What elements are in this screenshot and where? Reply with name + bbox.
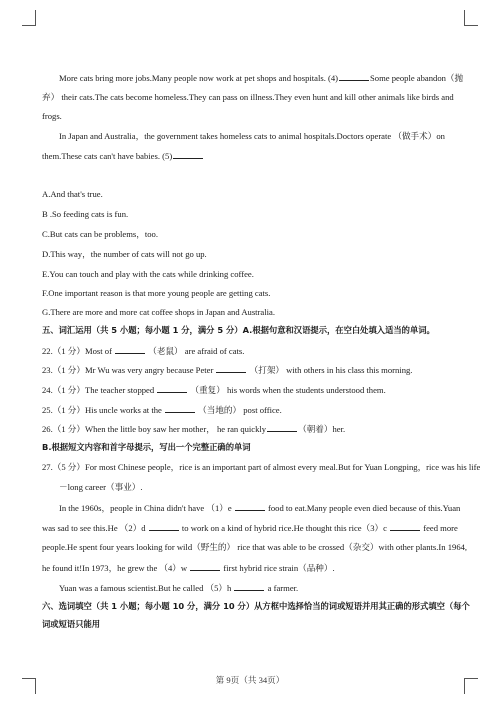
para1-line1: More cats bring more jobs.Many people now work at pet shops and hospitals. (4) Some people abandon（抛 [59,73,464,83]
crop-mark-top-left-h [22,25,36,26]
question-27-line4: was sad to see this.He （2）d to work on a kind of hybrid rice.He thought this rice（3）c feed more [42,523,458,533]
answer-blank-5[interactable] [173,150,203,159]
para1-line3: frogs. [42,111,62,121]
question-24: 24.（1 分）The teacher stopped （重复） his words when the students understood them. [42,385,386,395]
section6-heading-line1: 六、选词填空（共 1 小题；每小题 10 分，满分 10 分）从方框中选择恰当的词或短语并用其正确的形式填空（每个 [42,601,470,611]
answer-blank-25[interactable] [165,404,195,413]
para2-line2: them.These cats can't have babies. (5) [42,150,204,162]
section6-heading-line2: 词或短语只能用 [42,619,101,629]
answer-blank-24[interactable] [157,384,187,393]
para2-line1: In Japan and Australia，the government takes homeless cats to animal hospitals.Doctors operate （做手术）on [59,131,445,141]
crop-mark-top-left-v [35,10,36,26]
page-number-footer: 第 9页（共 34页） [215,675,285,685]
question-22: 22.（1 分）Most of （老鼠） are afraid of cats. [42,346,245,356]
option-g: G.There are more and more cat coffee shops in Japan and Australia. [42,307,275,317]
option-d: D.This way，the number of cats will not go up. [42,249,207,259]
question-26: 26.（1 分）When the little boy saw her mother， he ran quickly （朝着）her. [42,424,346,434]
section5-heading: 五、词汇运用（共 5 小题；每小题 1 分，满分 5 分）A.根据句意和汉语提示，在空白处填入适当的单词。 [42,325,435,335]
answer-blank-27-2[interactable] [149,522,179,531]
option-e: E.You can touch and play with the cats while drinking coffee. [42,269,254,279]
para1-line2: 弃） their cats.The cats become homeless.They can pass on illness.They even hunt and kill other animals like birds and [42,92,454,102]
crop-mark-top-right-v [464,10,465,26]
answer-blank-27-5[interactable] [234,582,264,591]
option-f: F.One important reason is that more young people are getting cats. [42,288,271,298]
question-27-line7: Yuan was a famous scientist.But he called （5）h a farmer. [59,583,299,593]
question-27-line3: In the 1960s，people in China didn't have （1）e food to eat.Many people even died because of this.Yuan [59,503,461,513]
answer-blank-27-1[interactable] [235,502,265,511]
question-25: 25.（1 分）His uncle works at the （当地的） post office. [42,405,282,415]
question-27-line2: －long career（事业）. [59,482,143,492]
option-c: C.But cats can be problems，too. [42,229,158,239]
question-23: 23.（1 分）Mr Wu was very angry because Peter （打架） with others in his class this morning. [42,365,413,375]
answer-blank-27-4[interactable] [190,562,220,571]
question-27-line1: 27.（5 分）For most Chinese people，rice is an important part of almost every meal.But for Yuan Longping，rice was his life [42,462,481,472]
question-27-line6: he found it!In 1973，he grew the （4）w first hybrid rice strain（品种）. [42,563,335,573]
answer-blank-4[interactable] [339,72,369,81]
option-b: B .So feeding cats is fun. [42,209,129,219]
answer-blank-22[interactable] [115,345,145,354]
section5b-heading: B.根据短文内容和首字母提示，写出一个完整正确的单词 [42,442,251,452]
answer-blank-23[interactable] [216,364,246,373]
crop-mark-top-right-h [464,25,478,26]
answer-blank-27-3[interactable] [390,522,420,531]
answer-blank-26[interactable] [267,423,297,432]
question-27-line5: people.He spent four years looking for wild（野生的） rice that was able to be crossed（杂交）with other plants.In 1964, [42,542,468,552]
option-a: A.And that's true. [42,189,103,199]
